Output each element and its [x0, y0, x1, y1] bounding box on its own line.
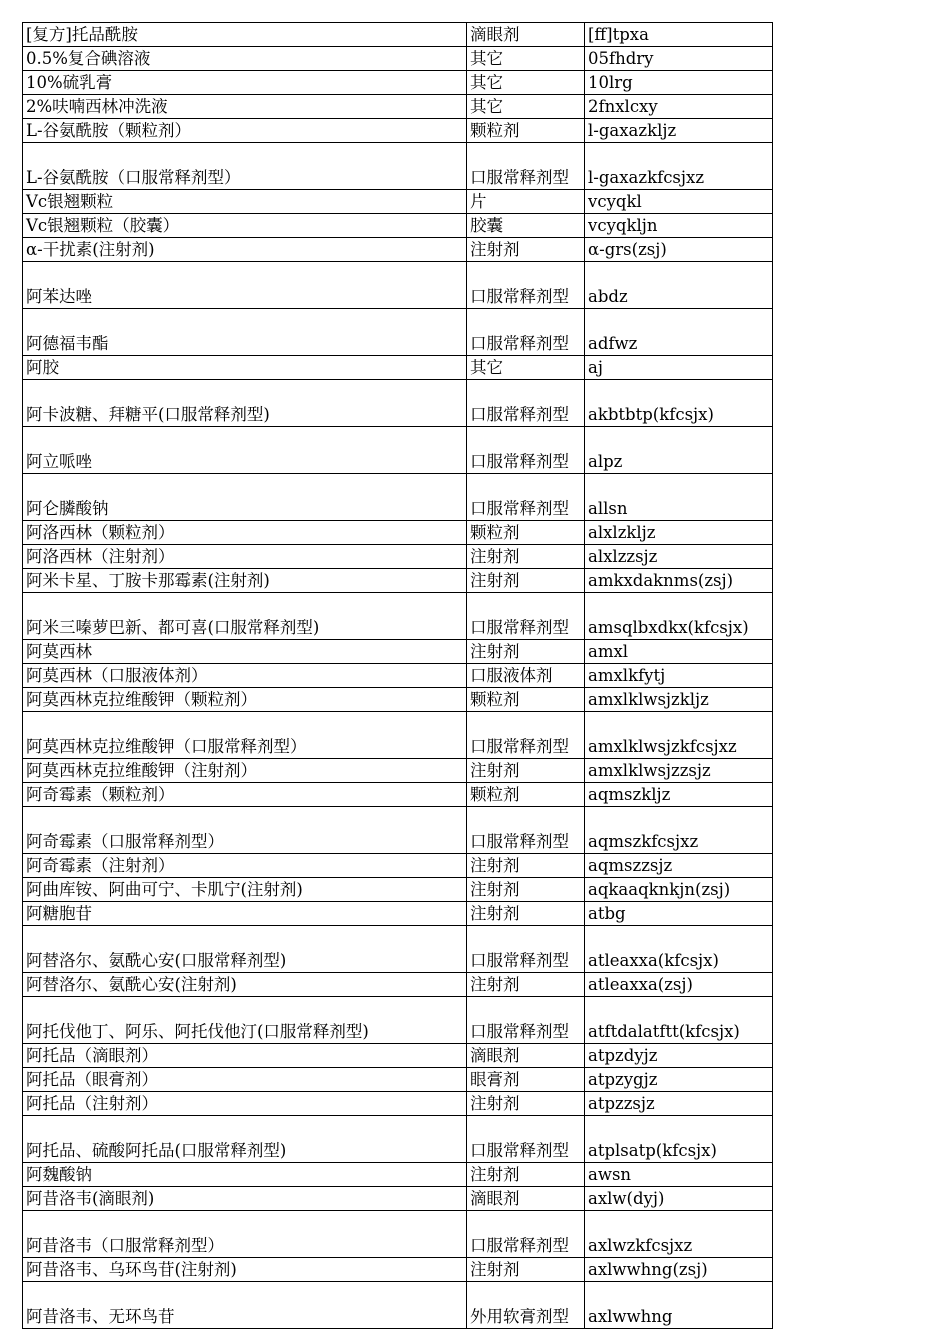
pinyin-code-cell [585, 309, 773, 356]
dosage-form-cell [467, 1068, 585, 1092]
drug-name: 阿仑膦酸钠 [26, 499, 109, 518]
pinyin-code-cell [585, 262, 773, 309]
dosage-form: 注射剂 [470, 642, 520, 661]
pinyin-code: awsn [588, 1165, 632, 1184]
pinyin-code: amxlkfytj [588, 666, 666, 685]
drug-name: 阿托品（眼膏剂） [26, 1070, 158, 1089]
drug-table [22, 22, 773, 1329]
table-row [23, 23, 773, 47]
pinyin-code-cell [585, 380, 773, 427]
drug-name-cell [23, 973, 467, 997]
pinyin-code-cell [585, 807, 773, 854]
drug-name: 阿莫西林克拉维酸钾（颗粒剂） [26, 690, 257, 709]
drug-name: 阿昔洛韦、乌环鸟苷(注射剂) [26, 1260, 237, 1279]
drug-name-cell [23, 807, 467, 854]
table-row [23, 640, 773, 664]
dosage-form: 口服常释剂型 [470, 334, 569, 353]
drug-name: 阿曲库铵、阿曲可宁、卡肌宁(注射剂) [26, 880, 303, 899]
dosage-form-cell [467, 688, 585, 712]
dosage-form: 其它 [470, 49, 503, 68]
drug-name: 阿昔洛韦、无环鸟苷 [26, 1307, 175, 1326]
dosage-form: 注射剂 [470, 975, 520, 994]
drug-name-cell [23, 474, 467, 521]
pinyin-code-cell [585, 214, 773, 238]
drug-name: 阿昔洛韦（口服常释剂型） [26, 1236, 224, 1255]
pinyin-code: atftdalatftt(kfcsjx) [588, 1022, 740, 1041]
pinyin-code-cell [585, 569, 773, 593]
table-row [23, 427, 773, 474]
drug-name: 阿昔洛韦(滴眼剂) [26, 1189, 155, 1208]
pinyin-code-cell [585, 1211, 773, 1258]
table-row [23, 997, 773, 1044]
table-row [23, 521, 773, 545]
drug-name-cell [23, 47, 467, 71]
dosage-form: 注射剂 [470, 761, 520, 780]
dosage-form: 颗粒剂 [470, 523, 520, 542]
table-row [23, 1163, 773, 1187]
dosage-form-cell [467, 1163, 585, 1187]
pinyin-code-cell [585, 238, 773, 262]
drug-name: 阿糖胞苷 [26, 904, 92, 923]
drug-name-cell [23, 23, 467, 47]
drug-name: 阿莫西林 [26, 642, 92, 661]
pinyin-code-cell [585, 427, 773, 474]
dosage-form-cell [467, 143, 585, 190]
drug-name: 阿立哌唑 [26, 452, 92, 471]
table-row [23, 214, 773, 238]
drug-name: 阿魏酸钠 [26, 1165, 92, 1184]
pinyin-code: l-gaxazkfcsjxz [588, 168, 705, 187]
drug-name-cell [23, 1187, 467, 1211]
pinyin-code: akbtbtp(kfcsjx) [588, 405, 714, 424]
table-row [23, 309, 773, 356]
drug-name: 阿莫西林（口服液体剂） [26, 666, 208, 685]
pinyin-code: alxlzkljz [588, 523, 656, 542]
pinyin-code: atleaxxa(kfcsjx) [588, 951, 719, 970]
table-row [23, 1282, 773, 1329]
pinyin-code: alxlzzsjz [588, 547, 658, 566]
pinyin-code: amxlklwsjzkljz [588, 690, 709, 709]
pinyin-code: 05fhdry [588, 49, 654, 68]
drug-name-cell [23, 1092, 467, 1116]
pinyin-code-cell [585, 688, 773, 712]
dosage-form: 口服常释剂型 [470, 832, 569, 851]
dosage-form: 注射剂 [470, 856, 520, 875]
drug-name: 阿奇霉素（注射剂） [26, 856, 175, 875]
dosage-form: 颗粒剂 [470, 690, 520, 709]
pinyin-code: atpzygjz [588, 1070, 658, 1089]
table-row [23, 474, 773, 521]
pinyin-code: vcyqkljn [588, 216, 658, 235]
table-row [23, 973, 773, 997]
dosage-form: 注射剂 [470, 880, 520, 899]
drug-name: 阿米三嗪萝巴新、都可喜(口服常释剂型) [26, 618, 320, 637]
table-row [23, 545, 773, 569]
dosage-form: 口服常释剂型 [470, 618, 569, 637]
drug-name-cell [23, 854, 467, 878]
pinyin-code-cell [585, 23, 773, 47]
dosage-form-cell [467, 926, 585, 973]
table-row [23, 593, 773, 640]
pinyin-code-cell [585, 474, 773, 521]
pinyin-code-cell [585, 119, 773, 143]
dosage-form-cell [467, 973, 585, 997]
pinyin-code-cell [585, 1092, 773, 1116]
drug-name: 阿替洛尔、氨酰心安(注射剂) [26, 975, 237, 994]
pinyin-code: amxlklwsjzkfcsjxz [588, 737, 737, 756]
pinyin-code: amxl [588, 642, 629, 661]
drug-name: Vc银翘颗粒（胶囊） [26, 216, 180, 235]
dosage-form-cell [467, 545, 585, 569]
dosage-form: 口服常释剂型 [470, 452, 569, 471]
table-row [23, 688, 773, 712]
dosage-form-cell [467, 427, 585, 474]
dosage-form-cell [467, 309, 585, 356]
dosage-form-cell [467, 356, 585, 380]
dosage-form-cell [467, 854, 585, 878]
pinyin-code: axlwzkfcsjxz [588, 1236, 693, 1255]
pinyin-code: amsqlbxdkx(kfcsjx) [588, 618, 749, 637]
dosage-form-cell [467, 807, 585, 854]
drug-name: 阿托伐他丁、阿乐、阿托伐他汀(口服常释剂型) [26, 1022, 369, 1041]
drug-name-cell [23, 521, 467, 545]
table-row [23, 262, 773, 309]
drug-name: 阿德福韦酯 [26, 334, 109, 353]
pinyin-code: aj [588, 358, 603, 377]
table-row [23, 1092, 773, 1116]
drug-name: 阿莫西林克拉维酸钾（口服常释剂型） [26, 737, 307, 756]
table-row [23, 1187, 773, 1211]
dosage-form-cell [467, 593, 585, 640]
dosage-form-cell [467, 23, 585, 47]
drug-name-cell [23, 997, 467, 1044]
pinyin-code-cell [585, 356, 773, 380]
drug-name-cell [23, 238, 467, 262]
dosage-form: 注射剂 [470, 240, 520, 259]
drug-name: 阿洛西林（注射剂） [26, 547, 175, 566]
dosage-form: 注射剂 [470, 571, 520, 590]
dosage-form-cell [467, 1211, 585, 1258]
table-row [23, 143, 773, 190]
dosage-form: 口服常释剂型 [470, 499, 569, 518]
drug-name-cell [23, 759, 467, 783]
pinyin-code-cell [585, 783, 773, 807]
dosage-form-cell [467, 759, 585, 783]
pinyin-code: amkxdaknms(zsj) [588, 571, 734, 590]
pinyin-code-cell [585, 1282, 773, 1329]
dosage-form: 滴眼剂 [470, 1189, 520, 1208]
dosage-form-cell [467, 1282, 585, 1329]
dosage-form: 口服常释剂型 [470, 951, 569, 970]
dosage-form-cell [467, 783, 585, 807]
drug-name-cell [23, 712, 467, 759]
drug-name-cell [23, 783, 467, 807]
pinyin-code-cell [585, 997, 773, 1044]
drug-name: 阿卡波糖、拜糖平(口服常释剂型) [26, 405, 270, 424]
dosage-form-cell [467, 902, 585, 926]
dosage-form-cell [467, 1044, 585, 1068]
pinyin-code: aqmszkfcsjxz [588, 832, 699, 851]
table-row [23, 1068, 773, 1092]
dosage-form: 注射剂 [470, 1094, 520, 1113]
pinyin-code: α-grs(zsj) [588, 240, 667, 259]
pinyin-code-cell [585, 902, 773, 926]
table-row [23, 902, 773, 926]
pinyin-code: aqmszzsjz [588, 856, 673, 875]
dosage-form: 滴眼剂 [470, 1046, 520, 1065]
dosage-form-cell [467, 119, 585, 143]
table-row [23, 807, 773, 854]
drug-name-cell [23, 545, 467, 569]
drug-name: 阿替洛尔、氨酰心安(口服常释剂型) [26, 951, 287, 970]
dosage-form: 眼膏剂 [470, 1070, 520, 1089]
table-row [23, 712, 773, 759]
drug-name: 阿苯达唑 [26, 287, 92, 306]
dosage-form-cell [467, 569, 585, 593]
dosage-form: 颗粒剂 [470, 121, 520, 140]
dosage-form-cell [467, 521, 585, 545]
drug-name-cell [23, 380, 467, 427]
pinyin-code-cell [585, 1258, 773, 1282]
pinyin-code: atplsatp(kfcsjx) [588, 1141, 717, 1160]
drug-name-cell [23, 1044, 467, 1068]
drug-name-cell [23, 1116, 467, 1163]
table-row [23, 759, 773, 783]
pinyin-code-cell [585, 854, 773, 878]
pinyin-code-cell [585, 545, 773, 569]
drug-name-cell [23, 214, 467, 238]
pinyin-code: aqkaaqknkjn(zsj) [588, 880, 731, 899]
drug-name: 10%硫乳膏 [26, 73, 113, 92]
dosage-form-cell [467, 1187, 585, 1211]
table-row [23, 1258, 773, 1282]
drug-name-cell [23, 688, 467, 712]
table-row [23, 119, 773, 143]
table-row [23, 95, 773, 119]
dosage-form: 外用软膏剂型 [470, 1307, 569, 1326]
pinyin-code-cell [585, 143, 773, 190]
pinyin-code: alpz [588, 452, 623, 471]
drug-name-cell [23, 95, 467, 119]
dosage-form: 注射剂 [470, 547, 520, 566]
drug-name-cell [23, 1282, 467, 1329]
drug-name-cell [23, 640, 467, 664]
pinyin-code-cell [585, 1187, 773, 1211]
drug-name: 阿托品（注射剂） [26, 1094, 158, 1113]
drug-name-cell [23, 902, 467, 926]
drug-name-cell [23, 664, 467, 688]
dosage-form-cell [467, 712, 585, 759]
drug-name: 阿莫西林克拉维酸钾（注射剂） [26, 761, 257, 780]
pinyin-code-cell [585, 664, 773, 688]
dosage-form: 口服液体剂 [470, 666, 553, 685]
pinyin-code-cell [585, 521, 773, 545]
pinyin-code: abdz [588, 287, 628, 306]
dosage-form: 口服常释剂型 [470, 168, 569, 187]
dosage-form: 注射剂 [470, 1260, 520, 1279]
pinyin-code-cell [585, 593, 773, 640]
drug-name-cell [23, 356, 467, 380]
drug-name: 阿奇霉素（颗粒剂） [26, 785, 175, 804]
dosage-form: 口服常释剂型 [470, 405, 569, 424]
pinyin-code: axlwwhng [588, 1307, 673, 1326]
pinyin-code: atpzzsjz [588, 1094, 655, 1113]
pinyin-code: atbg [588, 904, 626, 923]
table-row [23, 380, 773, 427]
pinyin-code-cell [585, 878, 773, 902]
drug-name: [复方]托品酰胺 [26, 25, 138, 44]
dosage-form: 其它 [470, 73, 503, 92]
drug-name: Vc银翘颗粒 [26, 192, 114, 211]
pinyin-code: amxlklwsjzzsjz [588, 761, 711, 780]
drug-name: 2%呋喃西林冲洗液 [26, 97, 168, 116]
dosage-form: 口服常释剂型 [470, 1236, 569, 1255]
pinyin-code-cell [585, 71, 773, 95]
dosage-form: 滴眼剂 [470, 25, 520, 44]
pinyin-code: 2fnxlcxy [588, 97, 658, 116]
drug-name-cell [23, 1163, 467, 1187]
dosage-form-cell [467, 380, 585, 427]
drug-name-cell [23, 309, 467, 356]
drug-name: 阿洛西林（颗粒剂） [26, 523, 175, 542]
dosage-form-cell [467, 262, 585, 309]
drug-name: 阿胶 [26, 358, 59, 377]
table-row [23, 783, 773, 807]
table-row [23, 1211, 773, 1258]
table-row [23, 47, 773, 71]
drug-name: 阿托品、硫酸阿托品(口服常释剂型) [26, 1141, 287, 1160]
dosage-form: 其它 [470, 358, 503, 377]
table-row [23, 926, 773, 973]
table-row [23, 854, 773, 878]
dosage-form-cell [467, 1116, 585, 1163]
dosage-form: 口服常释剂型 [470, 737, 569, 756]
drug-name-cell [23, 878, 467, 902]
drug-name-cell [23, 119, 467, 143]
pinyin-code-cell [585, 712, 773, 759]
drug-name: 阿米卡星、丁胺卡那霉素(注射剂) [26, 571, 270, 590]
dosage-form: 口服常释剂型 [470, 1141, 569, 1160]
dosage-form-cell [467, 997, 585, 1044]
table-row [23, 356, 773, 380]
pinyin-code: atpzdyjz [588, 1046, 658, 1065]
dosage-form: 其它 [470, 97, 503, 116]
pinyin-code-cell [585, 1116, 773, 1163]
dosage-form-cell [467, 1258, 585, 1282]
dosage-form: 颗粒剂 [470, 785, 520, 804]
table-row [23, 569, 773, 593]
pinyin-code: vcyqkl [588, 192, 642, 211]
pinyin-code-cell [585, 1044, 773, 1068]
dosage-form: 注射剂 [470, 1165, 520, 1184]
dosage-form: 注射剂 [470, 904, 520, 923]
dosage-form-cell [467, 1092, 585, 1116]
drug-name: 阿奇霉素（口服常释剂型） [26, 832, 224, 851]
table-row [23, 71, 773, 95]
dosage-form-cell [467, 95, 585, 119]
pinyin-code: aqmszkljz [588, 785, 671, 804]
pinyin-code: adfwz [588, 334, 638, 353]
drug-name-cell [23, 190, 467, 214]
dosage-form: 片 [470, 192, 487, 211]
pinyin-code-cell [585, 95, 773, 119]
drug-name: L-谷氨酰胺（颗粒剂） [26, 121, 192, 140]
dosage-form-cell [467, 47, 585, 71]
drug-name-cell [23, 262, 467, 309]
drug-name-cell [23, 1211, 467, 1258]
table-row [23, 238, 773, 262]
drug-name-cell [23, 71, 467, 95]
pinyin-code-cell [585, 759, 773, 783]
table-row [23, 878, 773, 902]
dosage-form-cell [467, 71, 585, 95]
drug-name-cell [23, 1258, 467, 1282]
dosage-form: 口服常释剂型 [470, 287, 569, 306]
pinyin-code-cell [585, 926, 773, 973]
table-row [23, 190, 773, 214]
drug-name-cell [23, 926, 467, 973]
pinyin-code-cell [585, 973, 773, 997]
pinyin-code: l-gaxazkljz [588, 121, 677, 140]
table-row [23, 1044, 773, 1068]
pinyin-code: atleaxxa(zsj) [588, 975, 693, 994]
pinyin-code-cell [585, 640, 773, 664]
drug-name-cell [23, 1068, 467, 1092]
drug-name: α-干扰素(注射剂) [26, 240, 155, 259]
pinyin-code-cell [585, 47, 773, 71]
drug-name: 0.5%复合碘溶液 [26, 49, 151, 68]
pinyin-code: allsn [588, 499, 628, 518]
pinyin-code-cell [585, 1163, 773, 1187]
drug-name: 阿托品（滴眼剂） [26, 1046, 158, 1065]
pinyin-code: axlw(dyj) [588, 1189, 665, 1208]
drug-name-cell [23, 569, 467, 593]
pinyin-code: [ff]tpxa [588, 25, 649, 44]
dosage-form-cell [467, 238, 585, 262]
pinyin-code: 10lrg [588, 73, 633, 92]
table-row [23, 664, 773, 688]
pinyin-code-cell [585, 190, 773, 214]
dosage-form: 口服常释剂型 [470, 1022, 569, 1041]
dosage-form-cell [467, 664, 585, 688]
dosage-form-cell [467, 474, 585, 521]
pinyin-code-cell [585, 1068, 773, 1092]
dosage-form-cell [467, 214, 585, 238]
pinyin-code: axlwwhng(zsj) [588, 1260, 708, 1279]
dosage-form-cell [467, 878, 585, 902]
dosage-form-cell [467, 190, 585, 214]
drug-name: L-谷氨酰胺（口服常释剂型） [26, 168, 241, 187]
table-row [23, 1116, 773, 1163]
drug-name-cell [23, 427, 467, 474]
drug-name-cell [23, 143, 467, 190]
drug-name-cell [23, 593, 467, 640]
dosage-form: 胶囊 [470, 216, 503, 235]
dosage-form-cell [467, 640, 585, 664]
drug-table-body [23, 23, 773, 1329]
